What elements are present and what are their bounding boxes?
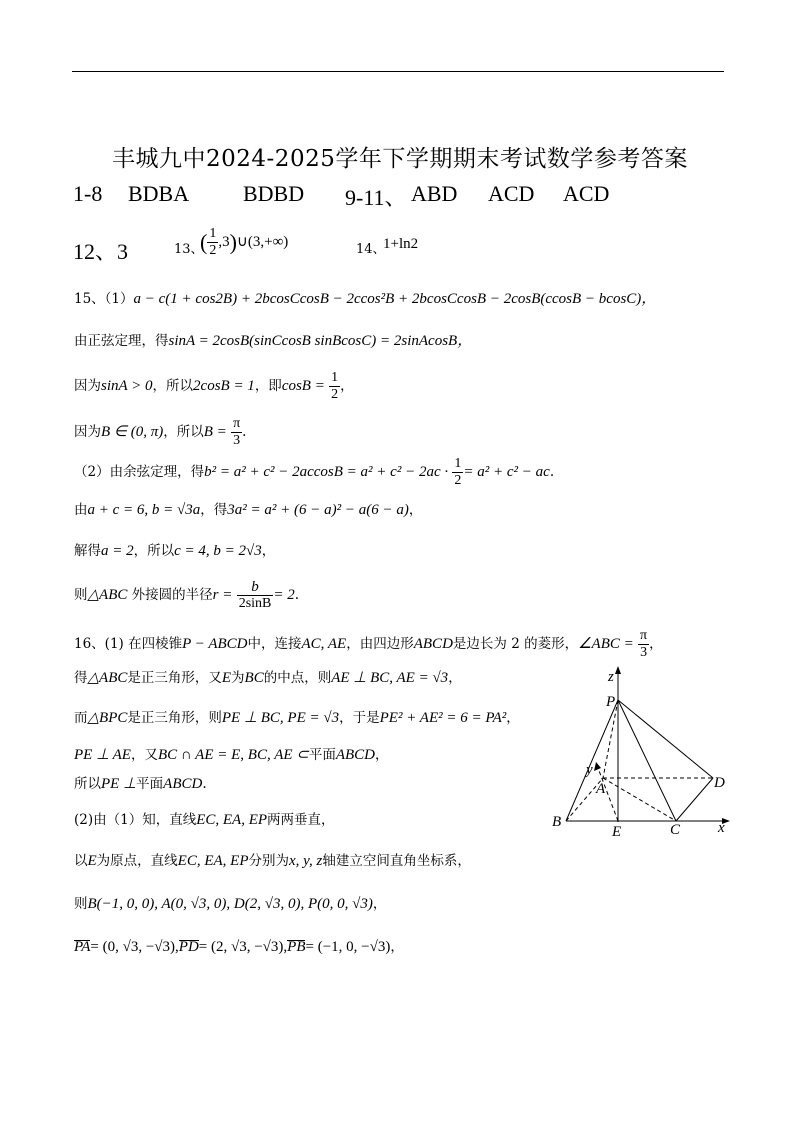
label-a: A [596, 781, 606, 797]
answers-q10: ACD [488, 181, 535, 206]
q16-line9: PA= (0, √3, −√3),PD= (2, √3, −√3),PB= (−1, 0, −√3)， [74, 939, 404, 955]
label-c: C [670, 822, 681, 838]
answers-q1-4: BDBA [128, 181, 190, 206]
header-rule [72, 71, 724, 72]
q15-line6: 由a + c = 6, b = √3a，得3a² = a² + (6 − a)² − a(6 − a)， [74, 502, 423, 518]
q16-line6: (2)由（1）知，直线EC, EA, EP两两垂直， [74, 812, 335, 828]
answers-q13-value: ( $\frac{1}{2}$ ,3)∪(3,+∞) [200, 226, 289, 258]
answers-q5-8: BDBD [243, 181, 305, 206]
label-b: B [552, 814, 562, 830]
answers-q1-8-label: 1-8 [73, 181, 103, 206]
answers-q13-label: 13、 [174, 242, 204, 257]
q15-line8: 则△ABC 外接圆的半径r = $\frac{b}{2\sin B}$ = 2. [74, 579, 300, 611]
q16-line8: 则B(−1, 0, 0), A(0, √3, 0), D(2, √3, 0), P(0, 0, √3)， [74, 896, 387, 912]
q13-frac-den: 2 [209, 243, 217, 258]
q16-line2: 得△ABC是正三角形，又E为BC的中点，则AE ⊥ BC, AE = √3， [74, 670, 462, 686]
answers-q9: ABD [411, 181, 458, 206]
y-arrow [594, 762, 601, 771]
q13-rest: ,3 [218, 234, 230, 250]
pyramid-figure [548, 662, 738, 842]
label-z: z [608, 669, 614, 685]
q13-frac-num: 1 [209, 226, 217, 241]
q16-line5: 所以PE ⊥平面ABCD. [74, 776, 207, 792]
edge-pd [618, 700, 713, 778]
q16-line4: PE ⊥ AE，又BC ∩ AE = E, BC, AE ⊂平面ABCD， [74, 747, 389, 763]
edge-pc [618, 700, 676, 821]
vector-pb: PB [287, 939, 306, 955]
answers-q9-11-label: 9-11、 [345, 185, 407, 210]
label-p: P [606, 694, 616, 710]
label-x: x [718, 820, 725, 836]
edge-pa [603, 700, 618, 778]
label-y: y [586, 762, 593, 778]
edge-cd [676, 778, 713, 821]
label-e: E [612, 824, 622, 840]
answers-q12: 12、3 [73, 239, 129, 264]
q16-line1: 16、(1) 在四棱锥P − ABCD中，连接AC, AE，由四边形ABCD是边长为 2 的菱形，∠ABC = $\frac{\pi}{3}$ ， [74, 628, 663, 660]
q15-line1: 15、（1）a − c(1 + cos2B) + 2bcosCcosB − 2ccos²B + 2bcosCcosB − 2cosB(ccosB − bcosC)， [74, 291, 657, 307]
edge-pb [566, 700, 618, 821]
q15-line7: 解得a = 2，所以c = 4, b = 2√3， [74, 543, 276, 559]
answers-q14-label: 14、 [356, 242, 386, 257]
q15-line4: 因为B ∈ (0, π)，所以B = $\frac{\pi}{3}$ . [74, 416, 247, 448]
pyramid-svg [548, 662, 738, 842]
vector-pd: PD [178, 939, 199, 955]
label-d: D [714, 775, 725, 791]
q16-line3: 而△BPC是正三角形，则PE ⊥ BC, PE = √3，于是PE² + AE² = 6 = PA²， [74, 710, 520, 726]
q16-line7: 以E为原点，直线EC, EA, EP分别为x, y, z轴建立空间直角坐标系， [74, 853, 471, 869]
edge-ac [603, 778, 676, 821]
page-title: 丰城九中2024-2025学年下学期期末考试数学参考答案 [112, 146, 688, 172]
q15-line2: 由正弦定理，得sinA = 2cosB(sinCcosB sinBcosC) = 2sinAcosB， [74, 333, 473, 349]
answers-q14-value: 1+ln2 [383, 236, 419, 252]
vector-pa: PA [74, 939, 91, 955]
answers-q11: ACD [563, 181, 610, 206]
q15-line5: （2）由余弦定理，得b² = a² + c² − 2accosB = a² + c² − 2ac · $\frac{1}{2}$ = a² + c² − ac. [74, 456, 555, 488]
q15-line3: 因为sinA > 0，所以2cosB = 1，即cosB = $\frac{1}{2}$ ， [74, 370, 354, 402]
q13-union: ∪(3,+∞) [236, 234, 289, 250]
z-arrow [615, 666, 621, 674]
